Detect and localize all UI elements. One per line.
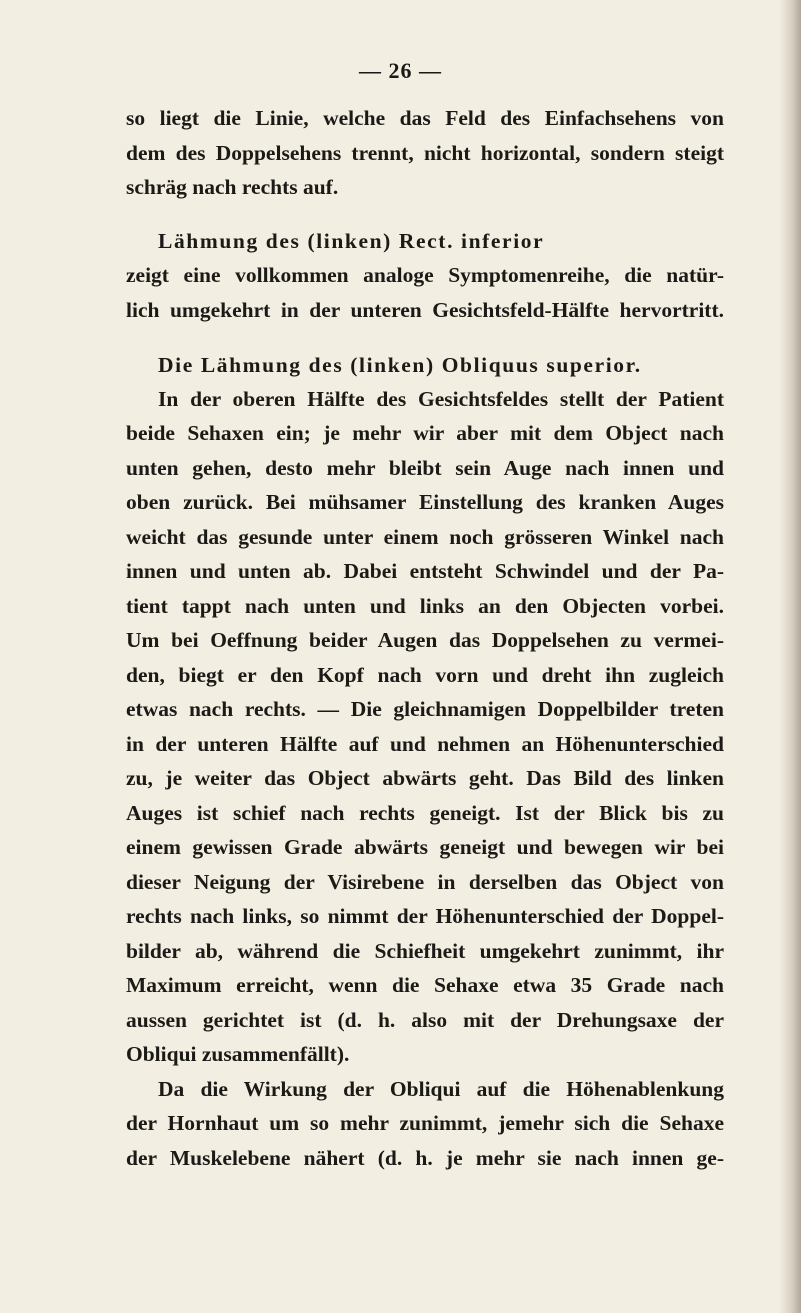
text-line: weicht das gesunde unter einem noch grösseren Winkel nach [126, 525, 724, 549]
text-line: innen und unten ab. Dabei entsteht Schwindel und der Pa- [126, 559, 724, 583]
text-line: Auges ist schief nach rechts geneigt. Ist der Blick bis zu [126, 801, 724, 825]
page-edge-shadow [779, 0, 801, 1313]
text-line: Maximum erreicht, wenn die Sehaxe etwa 35 Grade nach [126, 973, 724, 997]
text-line: schräg nach rechts auf. [126, 175, 339, 199]
text-line: rechts nach links, so nimmt der Höhenunterschied der Doppel- [126, 904, 724, 928]
text-line: tient tappt nach unten und links an den Objecten vorbei. [126, 594, 724, 618]
text-line: zeigt eine vollkommen analoge Symptomenreihe, die natür- [126, 263, 724, 287]
text-line: aussen gerichtet ist (d. h. also mit der Drehungsaxe der [126, 1008, 724, 1032]
text-line: Um bei Oeffnung beider Augen das Doppelsehen zu vermei- [126, 628, 724, 652]
text-line: etwas nach rechts. — Die gleichnamigen Doppelbilder treten [126, 697, 724, 721]
text-line: so liegt die Linie, welche das Feld des Einfachsehens von [126, 106, 724, 130]
text-line: der Muskelebene nähert (d. h. je mehr sie nach innen ge- [126, 1146, 724, 1170]
text-line: oben zurück. Bei mühsamer Einstellung des kranken Auges [126, 490, 724, 514]
text-line: einem gewissen Grade abwärts geneigt und bewegen wir bei [126, 835, 724, 859]
text-line: zu, je weiter das Object abwärts geht. Das Bild des linken [126, 766, 724, 790]
text-line: dieser Neigung der Visirebene in derselben das Object von [126, 870, 724, 894]
section-heading: Lähmung des (linken) Rect. inferior [158, 229, 545, 253]
text-line: lich umgekehrt in der unteren Gesichtsfeld-Hälfte hervortritt. [126, 298, 724, 322]
text-line: dem des Doppelsehens trennt, nicht horizontal, sondern steigt [126, 141, 724, 165]
text-line: den, biegt er den Kopf nach vorn und dreht ihn zugleich [126, 663, 724, 687]
text-line: Obliqui zusammenfällt). [126, 1042, 350, 1066]
text-line: Da die Wirkung der Obliqui auf die Höhenablenkung [158, 1077, 724, 1101]
text-line: der Hornhaut um so mehr zunimmt, jemehr sich die Sehaxe [126, 1111, 724, 1135]
text-line: unten gehen, desto mehr bleibt sein Auge nach innen und [126, 456, 724, 480]
page-number: — 26 — [359, 58, 442, 83]
text-line: beide Sehaxen ein; je mehr wir aber mit dem Object nach [126, 421, 724, 445]
text-line: bilder ab, während die Schiefheit umgekehrt zunimmt, ihr [126, 939, 724, 963]
text-line: In der oberen Hälfte des Gesichtsfeldes stellt der Patient [158, 387, 724, 411]
text-line: in der unteren Hälfte auf und nehmen an Höhenunterschied [126, 732, 724, 756]
section-heading: Die Lähmung des (linken) Obliquus superior. [158, 353, 642, 377]
